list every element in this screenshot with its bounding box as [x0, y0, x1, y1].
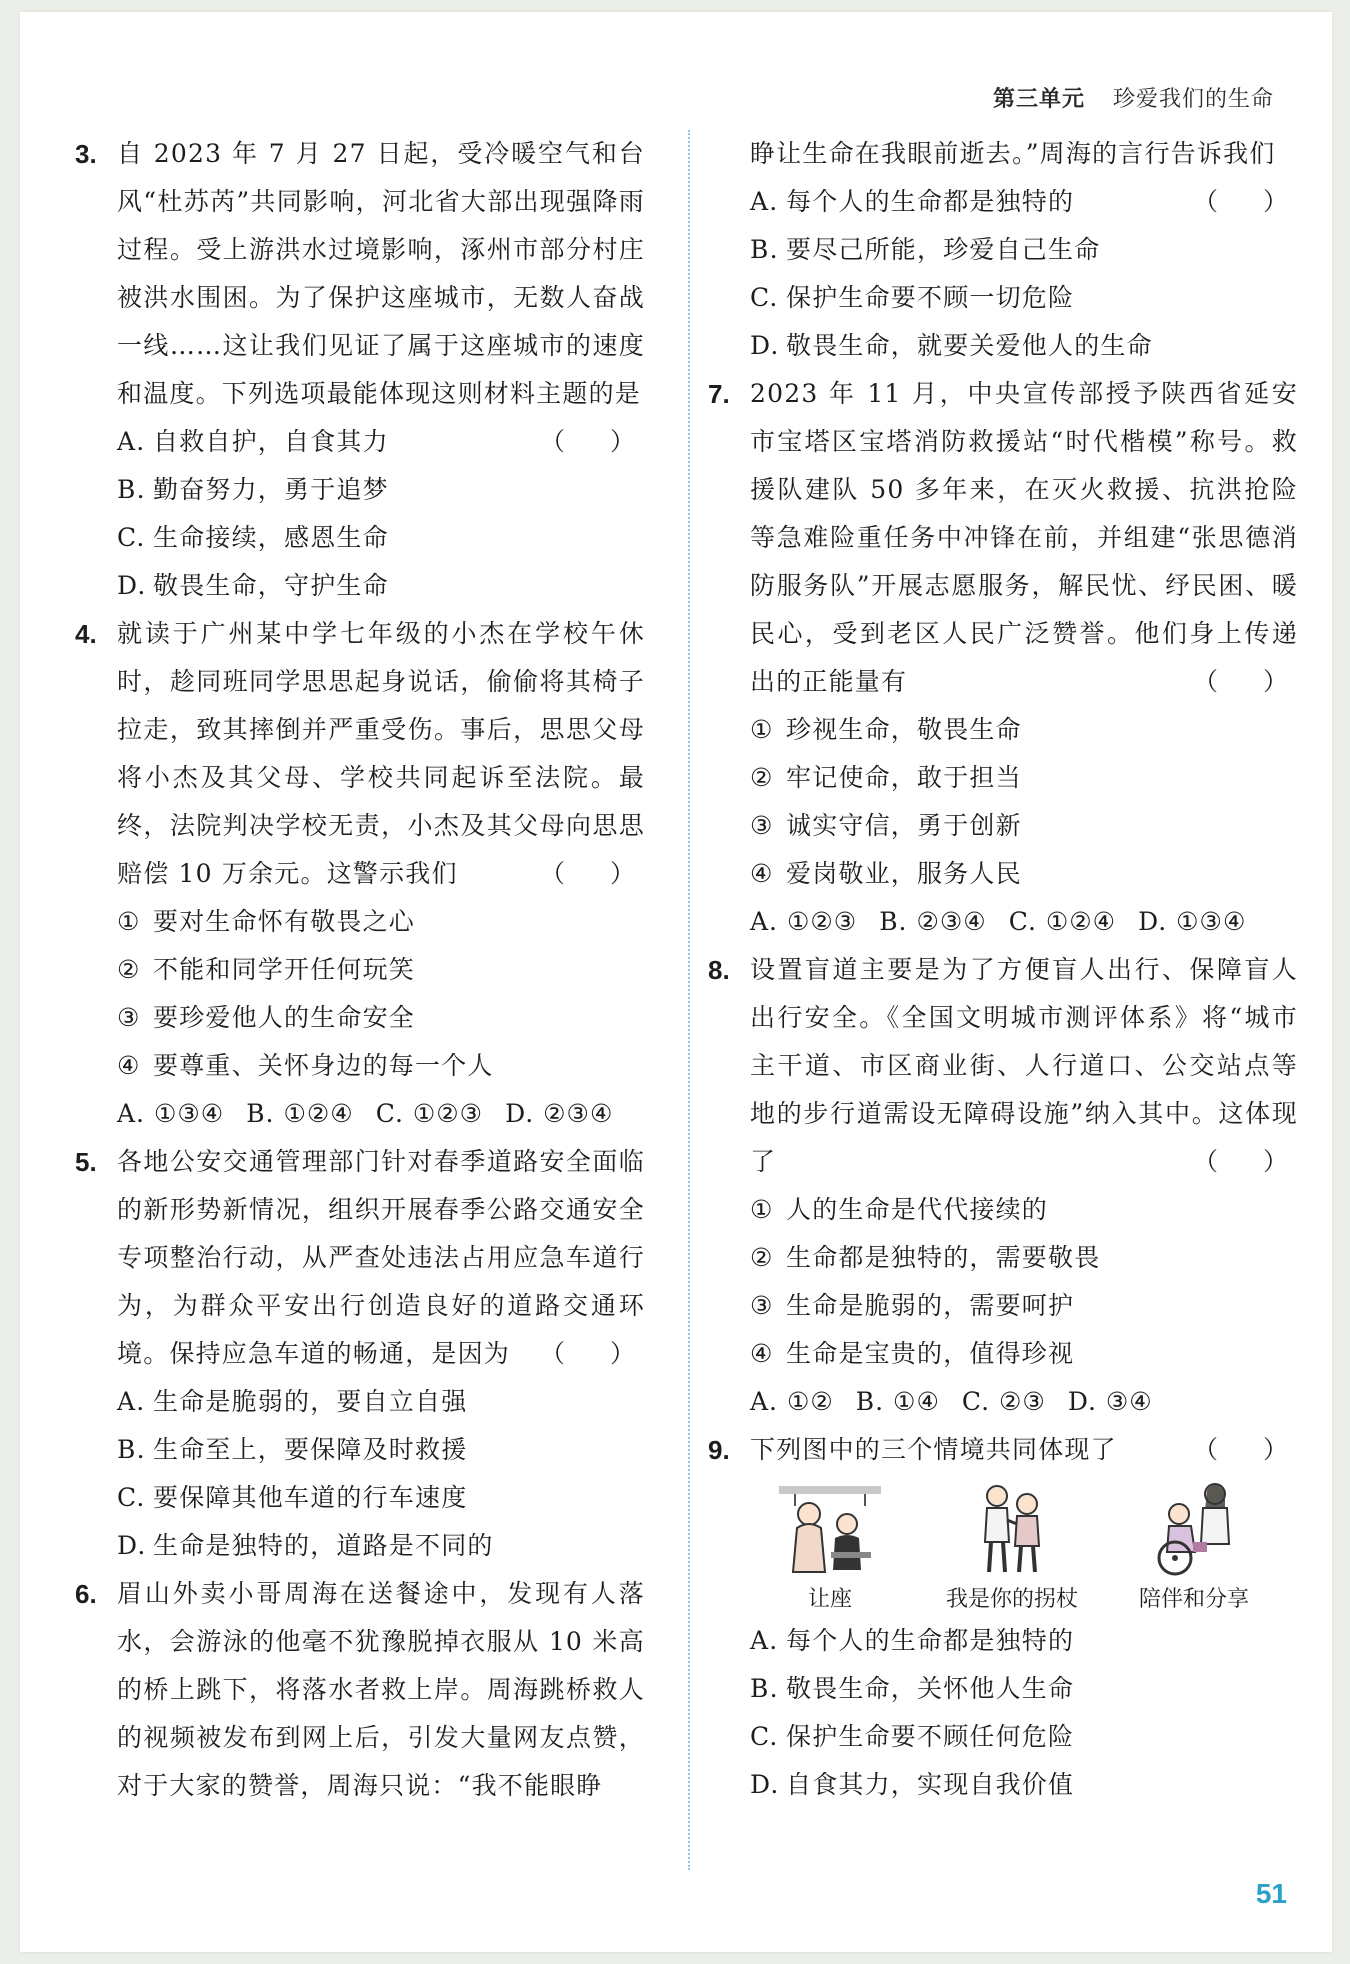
- question-4: [75, 610, 645, 1138]
- answer-blank: （ ）: [1192, 667, 1298, 696]
- question-number: 6.: [75, 1579, 97, 1609]
- choice-b: B. ②③④: [879, 907, 987, 936]
- choice-d: D. ③④: [1067, 1387, 1153, 1416]
- picture-caption: 让座: [807, 1587, 852, 1612]
- choice-b: B. ①②④: [246, 1099, 354, 1128]
- stem-text: 就读于广州某中学七年级的小杰在学校午休时，趁同班同学思思起身说话，偷偷将其椅子拉走，致其摔倒并严重受伤。事后，思思父母将小杰及其父母、学校共同起诉至法院。最终，法院判决学校无责，小杰及其父母向思思赔偿 10 万余元。这警示我们: [117, 619, 645, 888]
- statement-text: 人的生命是代代接续的: [786, 1195, 1049, 1224]
- option-text: 敬畏生命，守护生命: [153, 571, 389, 600]
- option-text: 保护生命要不顾任何危险: [786, 1722, 1075, 1751]
- question-3: [75, 130, 645, 610]
- statement-text: 生命都是独特的，需要敬畏: [786, 1243, 1101, 1272]
- question-6: [75, 1570, 645, 1810]
- picture-cane: [932, 1480, 1092, 1613]
- question-stem: [708, 946, 1298, 1186]
- question-stem: 眉山外卖小哥周海在送餐途中，发现有人落水，会游泳的他毫不犹豫脱掉衣服从 10 米高的桥上跳下，将落水者救上岸。周海跳桥救人的视频被发布到网上后，引发大量网友点赞，对于大家的赞誉，周海只说：“我不能眼睁: [117, 1579, 645, 1800]
- statement-label: ②: [750, 1243, 774, 1272]
- page-number: 51: [1255, 1878, 1287, 1909]
- option-c: [117, 514, 645, 562]
- statement-label: ①: [117, 907, 141, 936]
- statement-text: 要珍爱他人的生命安全: [153, 1003, 416, 1032]
- question-stem: [708, 1426, 1298, 1474]
- option-text: 生命是脆弱的，要自立自强: [153, 1387, 468, 1416]
- unit-title: 珍爱我们的生命: [1112, 87, 1274, 112]
- statement-text: 爱岗敬业，服务人民: [786, 859, 1022, 888]
- statement-label: ③: [117, 1003, 141, 1032]
- question-number: 7.: [708, 379, 730, 409]
- option-d: [750, 1761, 1298, 1809]
- option-label: D.: [117, 1531, 147, 1560]
- statement-text: 牢记使命，敢于担当: [786, 763, 1022, 792]
- option-label: A.: [750, 187, 779, 216]
- question-6-continued: [708, 130, 1298, 370]
- statement-2: [117, 946, 645, 994]
- answer-blank: （ ）: [1192, 1147, 1298, 1176]
- answer-blank: （ ）: [539, 1339, 645, 1368]
- question-5: [75, 1138, 645, 1570]
- statement-text: 生命是宝贵的，值得珍视: [786, 1339, 1075, 1368]
- answer-blank: （ ）: [539, 427, 645, 456]
- option-c: [750, 274, 1298, 322]
- statement-label: ①: [750, 715, 774, 744]
- option-text: 要尽己所能，珍爱自己生命: [786, 235, 1101, 264]
- statement-4: [117, 1042, 645, 1090]
- option-label: C.: [117, 1483, 146, 1512]
- statement-3: [117, 994, 645, 1042]
- option-label: B.: [117, 475, 146, 504]
- option-label: D.: [117, 571, 147, 600]
- statement-text: 要尊重、关怀身边的每一个人: [153, 1051, 494, 1080]
- statement-1: [750, 706, 1298, 754]
- right-column: [708, 130, 1298, 1809]
- question-stem: [75, 610, 645, 898]
- statement-label: ④: [117, 1051, 141, 1080]
- column-divider: [688, 130, 690, 1870]
- option-b: [117, 466, 645, 514]
- option-b: [750, 1665, 1298, 1713]
- option-c: [750, 1713, 1298, 1761]
- stem-text: 自 2023 年 7 月 27 日起，受冷暖空气和台风“杜苏芮”共同影响，河北省大部出现强降雨过程。受上游洪水过境影响，涿州市部分村庄被洪水围困。为了保护这座城市，无数人奋战一线……这让我们见证了属于这座城市的速度和温度。下列选项最能体现这则材料主题的是: [117, 139, 645, 408]
- option-text: 敬畏生命，关怀他人生命: [786, 1674, 1075, 1703]
- option-label: D.: [750, 331, 780, 360]
- statement-label: ④: [750, 1339, 774, 1368]
- statement-4: [750, 1330, 1298, 1378]
- choice-a: A. ①②: [750, 1387, 834, 1416]
- statement-text: 要对生命怀有敬畏之心: [153, 907, 416, 936]
- question-number: 5.: [75, 1147, 97, 1177]
- choice-a: A. ①②③: [750, 907, 858, 936]
- scenario-pictures: [750, 1480, 1298, 1613]
- statement-2: [750, 754, 1298, 802]
- option-label: A.: [117, 1387, 146, 1416]
- answer-blank: （ ）: [539, 859, 645, 888]
- choice-a: A. ①③④: [117, 1099, 225, 1128]
- statement-2: [750, 1234, 1298, 1282]
- option-b: [750, 226, 1298, 274]
- statement-label: ②: [117, 955, 141, 984]
- choice-d: D. ②③④: [505, 1099, 614, 1128]
- statement-1: [117, 898, 645, 946]
- stem-text: 设置盲道主要是为了方便盲人出行、保障盲人出行安全。《全国文明城市测评体系》将“城市主干道、市区商业街、人行道口、公交站点等地的步行道需设无障碍设施”纳入其中。这体现了: [750, 955, 1298, 1176]
- option-text: 生命至上，要保障及时救援: [153, 1435, 468, 1464]
- option-label: D.: [750, 1770, 780, 1799]
- answer-choices: [117, 1090, 645, 1138]
- option-label: C.: [117, 523, 146, 552]
- stem-text: 下列图中的三个情境共同体现了: [750, 1435, 1117, 1464]
- statement-label: ③: [750, 1291, 774, 1320]
- question-number: 8.: [708, 955, 730, 985]
- option-d: [750, 322, 1298, 370]
- statement-4: [750, 850, 1298, 898]
- answer-blank: （ ）: [1192, 1435, 1298, 1464]
- option-text: 生命接续，感恩生命: [153, 523, 389, 552]
- option-text: 敬畏生命，就要关爱他人的生命: [786, 331, 1153, 360]
- question-stem: [75, 1138, 645, 1378]
- choice-c: C. ①②③: [375, 1099, 484, 1128]
- answer-choices: [750, 898, 1298, 946]
- choice-c: C. ②③: [961, 1387, 1046, 1416]
- option-label: B.: [750, 235, 779, 264]
- option-label: A.: [750, 1626, 779, 1655]
- option-label: C.: [750, 1722, 779, 1751]
- statement-label: ②: [750, 763, 774, 792]
- option-d: [117, 562, 645, 610]
- give-seat-illustration: [775, 1480, 885, 1576]
- option-text: 保护生命要不顾一切危险: [786, 283, 1075, 312]
- option-d: [117, 1522, 645, 1570]
- choice-c: C. ①②④: [1008, 907, 1117, 936]
- picture-give-seat: [750, 1480, 910, 1613]
- statement-label: ①: [750, 1195, 774, 1224]
- option-text: 每个人的生命都是独特的: [786, 1626, 1075, 1655]
- statement-text: 生命是脆弱的，需要呵护: [786, 1291, 1075, 1320]
- stem-text: 2023 年 11 月，中央宣传部授予陕西省延安市宝塔区宝塔消防救援站“时代楷模”称号。救援队建队 50 多年来，在灭火救援、抗洪抢险等急难险重任务中冲锋在前，并组建“张思德消防服务队”开展志愿服务，解民忧、纾民困、暖民心，受到老区人民广泛赞誉。他们身上传递出的正能量有: [750, 379, 1298, 696]
- question-9: [708, 1426, 1298, 1809]
- choice-d: D. ①③④: [1138, 907, 1247, 936]
- answer-choices: [750, 1378, 1298, 1426]
- cane-illustration: [957, 1480, 1067, 1576]
- option-text: 每个人的生命都是独特的: [786, 187, 1075, 216]
- question-number: 9.: [708, 1435, 730, 1465]
- statement-text: 珍视生命，敬畏生命: [786, 715, 1022, 744]
- option-label: B.: [750, 1674, 779, 1703]
- option-label: B.: [117, 1435, 146, 1464]
- question-stem: [708, 370, 1298, 706]
- option-label: A.: [117, 427, 146, 456]
- stem-text: 睁让生命在我眼前逝去。”周海的言行告诉我们: [750, 139, 1276, 168]
- statement-label: ④: [750, 859, 774, 888]
- choice-b: B. ①④: [855, 1387, 940, 1416]
- page-header: [993, 82, 1274, 113]
- page: [20, 12, 1332, 1952]
- statement-text: 诚实守信，勇于创新: [786, 811, 1022, 840]
- option-c: [117, 1474, 645, 1522]
- option-text: 生命是独特的，道路是不同的: [153, 1531, 494, 1560]
- option-label: C.: [750, 283, 779, 312]
- unit-label: 第三单元: [992, 87, 1085, 112]
- option-text: 自食其力，实现自我价值: [786, 1770, 1075, 1799]
- option-a: [750, 1617, 1298, 1665]
- statement-label: ③: [750, 811, 774, 840]
- statement-text: 不能和同学开任何玩笑: [153, 955, 416, 984]
- option-text: 勤奋努力，勇于追梦: [153, 475, 389, 504]
- question-8: [708, 946, 1298, 1426]
- option-text: 要保障其他车道的行车速度: [153, 1483, 468, 1512]
- question-number: 3.: [75, 139, 97, 169]
- picture-caption: 我是你的拐杖: [945, 1587, 1078, 1612]
- left-column: [75, 130, 645, 1810]
- option-b: [117, 1426, 645, 1474]
- statement-3: [750, 1282, 1298, 1330]
- picture-companion: [1114, 1480, 1274, 1613]
- statement-1: [750, 1186, 1298, 1234]
- answer-blank: （ ）: [1192, 187, 1298, 216]
- question-number: 4.: [75, 619, 97, 649]
- option-text: 自救自护，自食其力: [153, 427, 389, 456]
- stem-text: 各地公安交通管理部门针对春季道路安全面临的新形势新情况，组织开展春季公路交通安全专项整治行动，从严查处违法占用应急车道行为，为群众平安出行创造良好的道路交通环境。保持应急车道的畅通，是因为: [117, 1147, 645, 1368]
- picture-caption: 陪伴和分享: [1138, 1587, 1249, 1612]
- option-a: [117, 1378, 645, 1426]
- question-7: [708, 370, 1298, 946]
- statement-3: [750, 802, 1298, 850]
- companion-illustration: [1139, 1480, 1249, 1576]
